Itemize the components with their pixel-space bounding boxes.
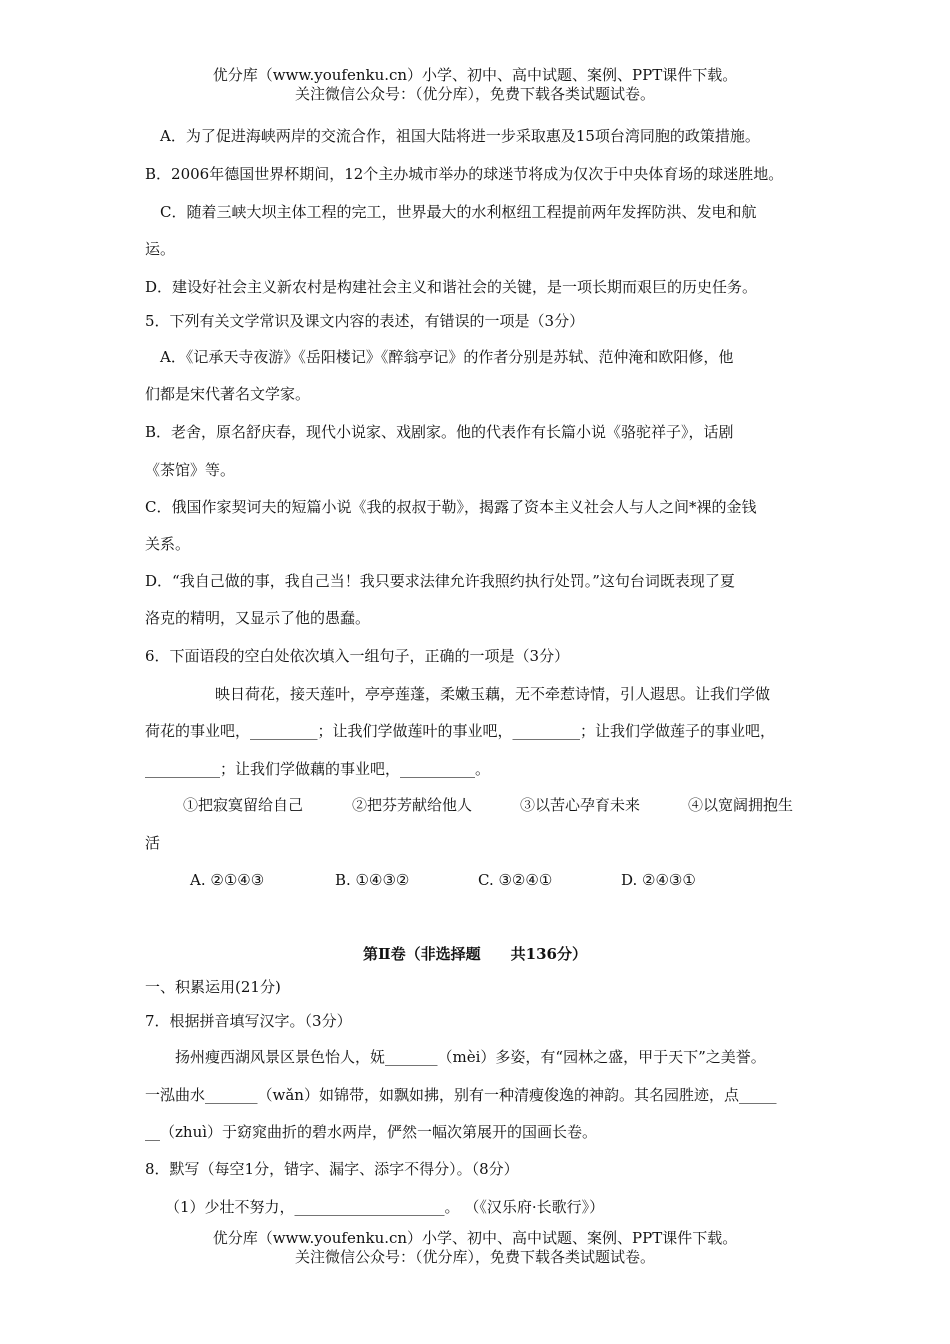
section-1-heading: 一、积累运用(21分): [145, 978, 281, 996]
q7-passage-line2: 一泓曲水_______（wǎn）如锦带，如飘如拂，别有一种清瘦俊逸的神韵。其名园胜迹，点_____: [145, 1086, 777, 1104]
q4-option-a: A．为了促进海峡两岸的交流合作，祖国大陆将进一步采取惠及15项台湾同胞的政策措施。: [160, 127, 760, 145]
q7-passage-line3: __（zhuì）于窈窕曲折的碧水两岸，俨然一幅次第展开的国画长卷。: [145, 1123, 598, 1141]
q6-choice-a: A. ②①④③: [190, 871, 265, 889]
q6-item-1: ①把寂寞留给自己: [183, 796, 304, 814]
q8-stem: 8．默写（每空1分，错字、漏字、添字不得分）。（8分）: [145, 1160, 519, 1178]
q6-choice-c: C. ③②④①: [478, 871, 553, 889]
q5-option-c-line1: C．俄国作家契诃夫的短篇小说《我的叔叔于勒》，揭露了资本主义社会人与人之间*裸的金钱: [145, 498, 757, 516]
q7-passage-line1: 扬州瘦西湖风景区景色怡人，妩_______（mèi）多姿，有“园林之盛，甲于天下”之美誉。: [175, 1048, 766, 1066]
q7-stem: 7．根据拼音填写汉字。（3分）: [145, 1012, 352, 1030]
q5-option-a-line2: 们都是宋代著名文学家。: [145, 385, 311, 403]
q5-option-a-line1: A．《记承天寺夜游》《岳阳楼记》《醉翁亭记》的作者分别是苏轼、范仲淹和欧阳修，他: [160, 348, 734, 366]
q5-option-d-line1: D．“我自己做的事，我自己当！我只要求法律允许我照约执行处罚。”这句台词既表现了夏: [145, 572, 735, 590]
header-line-2: 关注微信公众号：（优分库），免费下载各类试题试卷。: [294, 85, 655, 103]
q6-passage-line2: 荷花的事业吧，_________；让我们学做莲叶的事业吧，_________；让我们学做莲子的事业吧，: [145, 722, 776, 740]
footer-line-1: 优分库（www.youfenku.cn）小学、初中、高中试题、案例、PPT课件下载。: [212, 1229, 738, 1247]
part2-title: 第Ⅱ卷（非选择题 共136分）: [363, 945, 587, 963]
q6-stem: 6．下面语段的空白处依次填入一组句子，正确的一项是（3分）: [145, 647, 570, 665]
q4-option-b: B．2006年德国世界杯期间，12个主办城市举办的球迷节将成为仅次于中央体育场的球迷胜地。: [145, 165, 784, 183]
q6-choice-d: D. ②④③①: [621, 871, 696, 889]
footer-line-2: 关注微信公众号：（优分库），免费下载各类试题试卷。: [294, 1248, 655, 1266]
q8-item-1: （1）少壮不努力，____________________。 （《汉乐府·长歌行》）: [165, 1198, 605, 1216]
q4-option-c-line1: C．随着三峡大坝主体工程的完工，世界最大的水利枢纽工程提前两年发挥防洪、发电和航: [160, 203, 757, 221]
q4-option-d: D．建设好社会主义新农村是构建社会主义和谐社会的关键，是一项长期而艰巨的历史任务。: [145, 278, 758, 296]
q4-option-c-line2: 运。: [145, 240, 176, 258]
q5-option-c-line2: 关系。: [145, 535, 191, 553]
q6-passage-line3: __________；让我们学做藕的事业吧，__________。: [145, 760, 491, 778]
q5-stem: 5．下列有关文学常识及课文内容的表述，有错误的一项是（3分）: [145, 312, 585, 330]
q6-item-4-continued: 活: [145, 834, 161, 852]
q5-option-d-line2: 洛克的精明，又显示了他的愚蠢。: [145, 609, 371, 627]
q6-item-2: ②把芬芳献给他人: [352, 796, 473, 814]
header-line-1: 优分库（www.youfenku.cn）小学、初中、高中试题、案例、PPT课件下载。: [212, 66, 738, 84]
q6-item-4: ④以宽阔拥抱生: [688, 796, 794, 814]
q6-choice-b: B. ①④③②: [335, 871, 410, 889]
q5-option-b-line2: 《茶馆》等。: [145, 461, 236, 479]
q6-passage-line1: 映日荷花，接天莲叶，亭亭莲蓬，柔嫩玉藕，无不牵惹诗情，引人遐思。让我们学做: [215, 685, 771, 703]
q5-option-b-line1: B．老舍，原名舒庆春，现代小说家、戏剧家。他的代表作有长篇小说《骆驼祥子》，话剧: [145, 423, 734, 441]
q6-item-3: ③以苦心孕育未来: [520, 796, 641, 814]
